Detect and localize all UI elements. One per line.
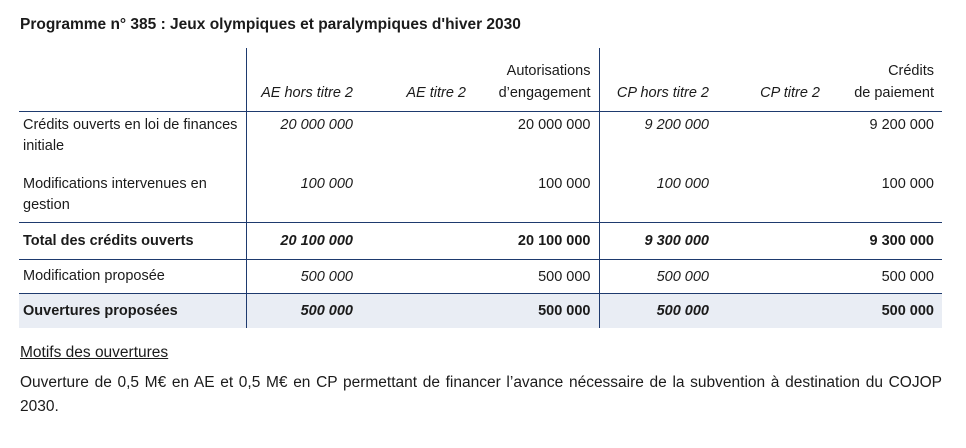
cell-value: 100 000 bbox=[474, 171, 599, 223]
header-empty bbox=[19, 48, 246, 112]
programme-title: Programme n° 385 : Jeux olympiques et paralympiques d'hiver 2030 bbox=[20, 16, 521, 33]
motifs-paragraph: Ouverture de 0,5 M€ en AE et 0,5 M€ en CP permettant de financer l’avance nécessaire de la subvention à destination du COJOP 2030. bbox=[20, 374, 942, 415]
cell-value bbox=[361, 171, 474, 223]
header-cp-hors-titre-2: CP hors titre 2 bbox=[599, 48, 717, 112]
cell-value bbox=[361, 294, 474, 329]
table-row bbox=[19, 112, 942, 172]
header-line: Autorisations bbox=[506, 63, 591, 79]
cell-value: 100 000 bbox=[881, 176, 934, 192]
cell-value: 20 000 000 bbox=[474, 112, 599, 172]
table-row bbox=[19, 171, 942, 223]
cell-value: 500 000 bbox=[599, 294, 717, 329]
cell-value: 9 300 000 bbox=[599, 223, 717, 260]
header-credits-paiement bbox=[828, 48, 942, 112]
cell-value: 500 000 bbox=[828, 294, 942, 329]
cell-value: 100 000 bbox=[300, 176, 353, 192]
cell-value: 9 200 000 bbox=[644, 117, 709, 133]
table-row-total bbox=[19, 223, 942, 260]
cell-value: 500 000 bbox=[474, 294, 599, 329]
cell-value: 500 000 bbox=[474, 260, 599, 294]
header-autorisations-engagement bbox=[474, 48, 599, 112]
cell-value bbox=[717, 223, 828, 260]
credits-table bbox=[19, 48, 942, 328]
cell-value: 20 100 000 bbox=[474, 223, 599, 260]
cell-value: 500 000 bbox=[246, 294, 361, 329]
cell-value: 500 000 bbox=[881, 268, 934, 285]
row-label: Modifications intervenues en gestion bbox=[19, 171, 246, 223]
cell-value bbox=[361, 112, 474, 172]
cell-value bbox=[361, 223, 474, 260]
motifs-heading: Motifs des ouvertures bbox=[20, 344, 169, 361]
table-row bbox=[19, 260, 942, 294]
cell-value bbox=[717, 260, 828, 294]
cell-value bbox=[361, 260, 474, 294]
cell-value: 9 300 000 bbox=[828, 223, 942, 260]
row-label: Modification proposée bbox=[19, 260, 246, 294]
cell-value: 500 000 bbox=[656, 268, 709, 285]
row-label: Total des crédits ouverts bbox=[19, 223, 246, 260]
table-header-row bbox=[19, 48, 942, 112]
cell-value: 20 100 000 bbox=[246, 223, 361, 260]
cell-value bbox=[717, 171, 828, 223]
header-cp-titre-2: CP titre 2 bbox=[717, 48, 828, 112]
cell-value: 9 200 000 bbox=[869, 117, 934, 133]
header-line: Crédits bbox=[888, 63, 934, 79]
header-line: d’engagement bbox=[498, 85, 591, 101]
table-row-ouvertures bbox=[19, 294, 942, 329]
header-ae-hors-titre-2: AE hors titre 2 bbox=[246, 48, 361, 112]
header-ae-titre-2: AE titre 2 bbox=[361, 48, 474, 112]
row-label: Crédits ouverts en loi de finances initiale bbox=[19, 112, 246, 172]
cell-value bbox=[717, 112, 828, 172]
row-label: Ouvertures proposées bbox=[19, 294, 246, 329]
cell-value: 20 000 000 bbox=[280, 117, 353, 133]
cell-value bbox=[717, 294, 828, 329]
header-line: de paiement bbox=[854, 85, 934, 101]
cell-value: 100 000 bbox=[656, 176, 709, 192]
cell-value: 500 000 bbox=[300, 268, 353, 285]
